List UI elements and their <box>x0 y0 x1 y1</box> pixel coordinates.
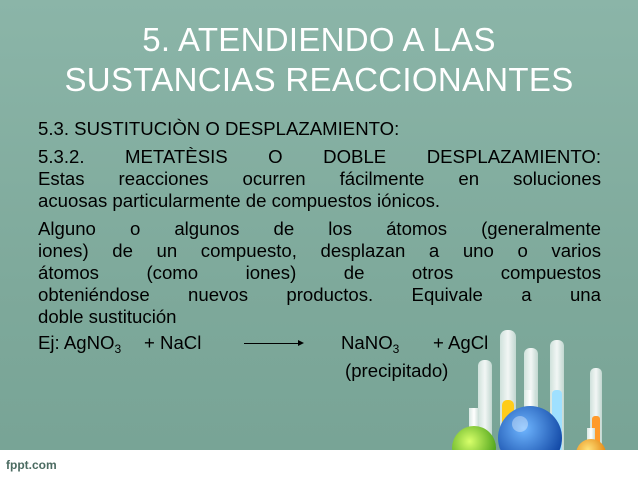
paragraph-1-line-2: Estas reacciones ocurren fácilmente en soluciones <box>38 168 601 189</box>
title-line-1: 5. ATENDIENDO A LAS <box>142 21 496 58</box>
paragraph-2-line-4: obteniéndose nuevos productos. Equivale a una <box>38 284 601 305</box>
paragraph-2-line-3: átomos (como iones) de otros compuestos <box>38 262 601 283</box>
paragraph-1-line-1: 5.3.2. METATÈSIS O DOBLE DESPLAZAMIENTO: <box>38 146 601 167</box>
brand-logo: fppt.com <box>6 458 57 472</box>
paragraph-2-line-5: doble sustitución <box>38 306 177 327</box>
section-heading: 5.3. SUSTITUCIÒN O DESPLAZAMIENTO: <box>38 118 400 139</box>
chemical-equation <box>38 332 601 354</box>
precipitate-note: (precipitado) <box>345 360 449 381</box>
product-1-subscript: 3 <box>392 342 400 356</box>
product-1 <box>341 332 399 354</box>
reactant-1-formula: Ej: AgNO <box>38 332 115 353</box>
paragraph-1-line-3: acuosas particularmente de compuestos iónicos. <box>38 190 441 211</box>
slide-body <box>38 118 601 382</box>
reactant-1 <box>38 332 121 354</box>
title-line-2: SUSTANCIAS REACCIONANTES <box>64 61 574 98</box>
paragraph-2-line-2: iones) de un compuesto, desplazan a uno o varios <box>38 240 601 261</box>
slide-title <box>20 20 618 100</box>
product-2: + AgCl <box>433 332 489 353</box>
reactant-1-subscript: 3 <box>114 342 122 356</box>
reaction-arrow-icon <box>244 343 302 344</box>
product-1-formula: NaNO <box>341 332 393 353</box>
paragraph-2-line-1: Alguno o algunos de los átomos (generalmente <box>38 218 601 239</box>
paragraph-2 <box>38 218 601 328</box>
footer-bar <box>0 450 638 478</box>
precipitate-note-row <box>38 360 601 382</box>
reactant-2: + NaCl <box>144 332 202 353</box>
paragraph-1 <box>38 146 601 212</box>
